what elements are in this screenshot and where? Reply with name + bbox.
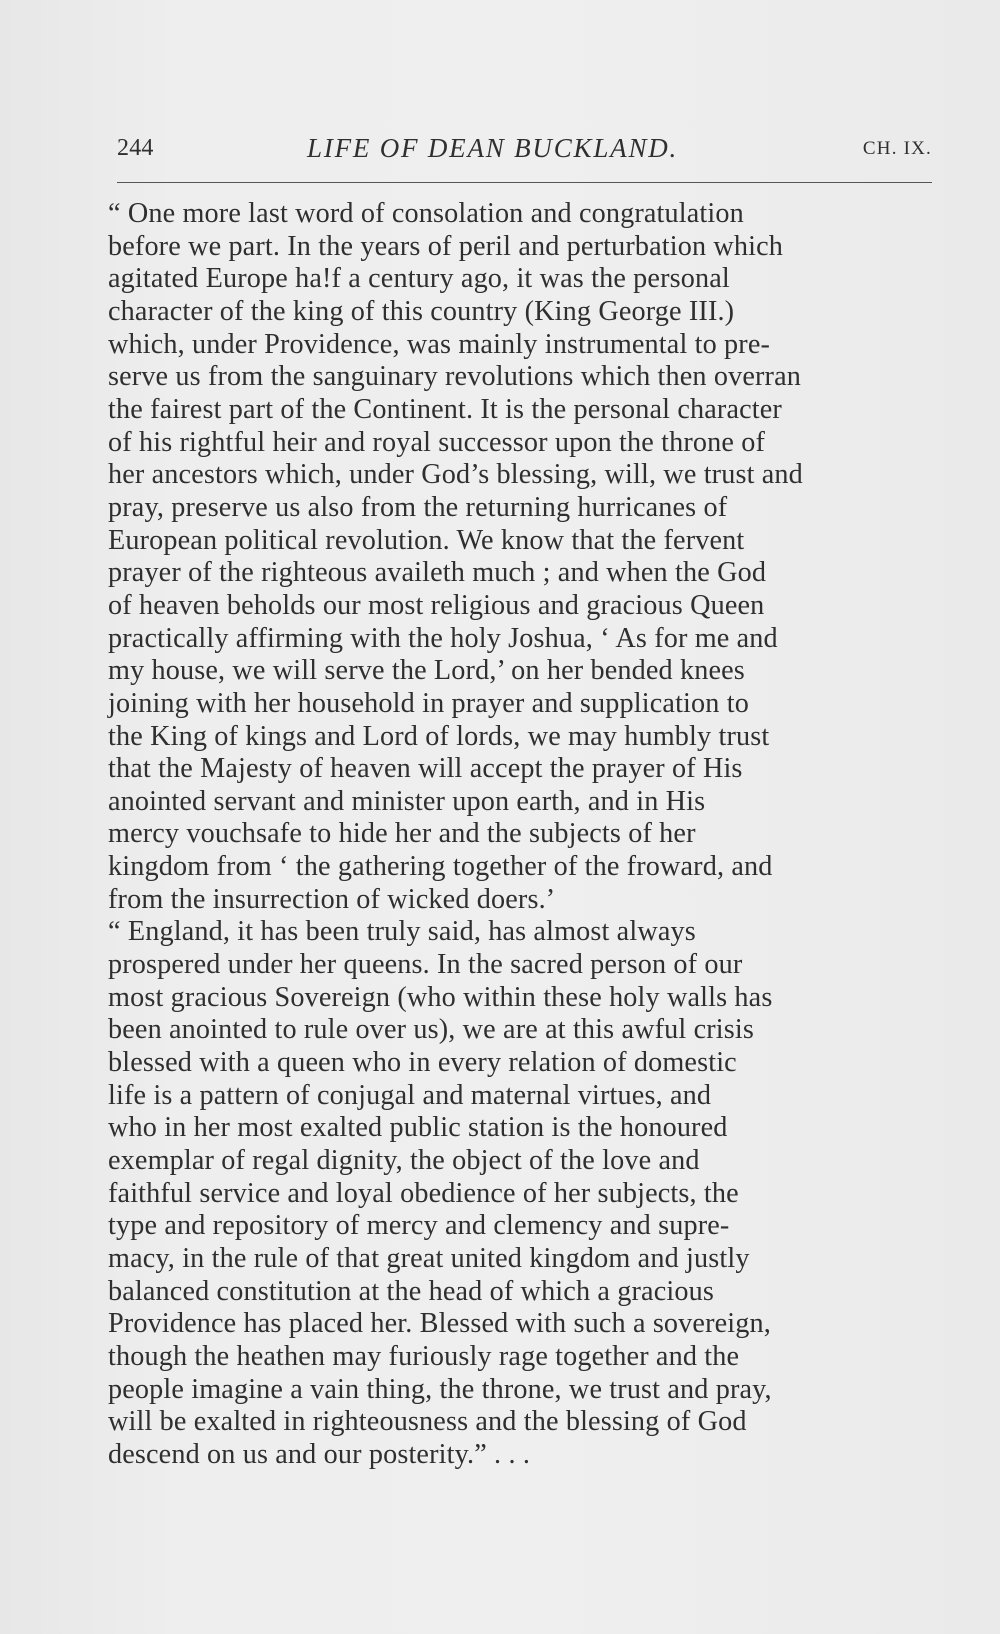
text-line: will be exalted in righteousness and the blessing of God <box>108 1406 747 1438</box>
text-line: life is a pattern of conjugal and maternal virtues, and <box>108 1079 712 1111</box>
text-line: serve us from the sanguinary revolutions which then overran <box>108 361 801 393</box>
text-line: from the insurrection of wicked doers.’ <box>108 883 556 915</box>
text-line: kingdom from ‘ the gathering together of the froward, and <box>108 851 773 883</box>
text-line: who in her most exalted public station is the honoured <box>108 1112 728 1144</box>
page-number: 244 <box>117 135 154 161</box>
text-line: character of the king of this country (King George III.) <box>108 295 735 327</box>
text-line: most gracious Sovereign (who within these holy walls has <box>108 981 773 1013</box>
text-line: macy, in the rule of that great united kingdom and justly <box>108 1243 750 1274</box>
text-line: which, under Providence, was mainly instrumental to pre- <box>108 328 771 360</box>
text-line: pray, preserve us also from the returning hurricanes of <box>108 491 728 523</box>
text-line: anointed servant and minister upon earth, and in His <box>108 785 706 817</box>
text-line: “ One more last word of consolation and congratulation <box>108 198 744 229</box>
text-line: the fairest part of the Continent. It is the personal character <box>108 393 782 425</box>
text-line: of heaven beholds our most religious and gracious Queen <box>108 589 765 621</box>
text-line: exemplar of regal dignity, the object of the love and <box>108 1145 700 1177</box>
text-line: agitated Europe ha!f a century ago, it was the personal <box>108 263 730 295</box>
text-line: though the heathen may furiously rage together and the <box>108 1340 740 1372</box>
header-rule <box>117 182 932 183</box>
text-line: blessed with a queen who in every relation of domestic <box>108 1047 737 1079</box>
text-line: the King of kings and Lord of lords, we may humbly trust <box>108 720 770 752</box>
page-header <box>117 134 932 170</box>
text-line: type and repository of mercy and clemency and supre- <box>108 1210 730 1242</box>
text-line: that the Majesty of heaven will accept the prayer of His <box>108 753 743 785</box>
chapter-label: CH. IX. <box>862 138 932 159</box>
text-line: her ancestors which, under God’s blessing, will, we trust and <box>108 459 803 491</box>
text-line: my house, we will serve the Lord,’ on her bended knees <box>108 655 745 687</box>
text-line: descend on us and our posterity.” . . . <box>108 1438 531 1470</box>
running-title: LIFE OF DEAN BUCKLAND. <box>307 133 679 163</box>
text-line: European political revolution. We know that the fervent <box>108 524 745 556</box>
text-line: before we part. In the years of peril and perturbation which <box>108 230 784 262</box>
text-line: prospered under her queens. In the sacred person of our <box>108 949 743 981</box>
text-line: of his rightful heir and royal successor upon the throne of <box>108 426 765 458</box>
text-line: joining with her household in prayer and supplication to <box>108 687 749 719</box>
text-line: been anointed to rule over us), we are at this awful crisis <box>108 1014 754 1046</box>
text-line: faithful service and loyal obedience of her subjects, the <box>108 1177 739 1209</box>
body-text <box>108 198 931 1472</box>
text-line: practically affirming with the holy Joshua, ‘ As for me and <box>108 622 778 654</box>
text-line: mercy vouchsafe to hide her and the subjects of her <box>108 818 696 850</box>
text-line: “ England, it has been truly said, has almost always <box>108 916 696 948</box>
text-line: balanced constitution at the head of which a gracious <box>108 1275 714 1307</box>
text-line: Providence has placed her. Blessed with such a sovereign, <box>108 1308 771 1340</box>
text-line: prayer of the righteous availeth much ; and when the God <box>108 557 767 589</box>
text-line: people imagine a vain thing, the throne, we trust and pray, <box>108 1373 772 1405</box>
